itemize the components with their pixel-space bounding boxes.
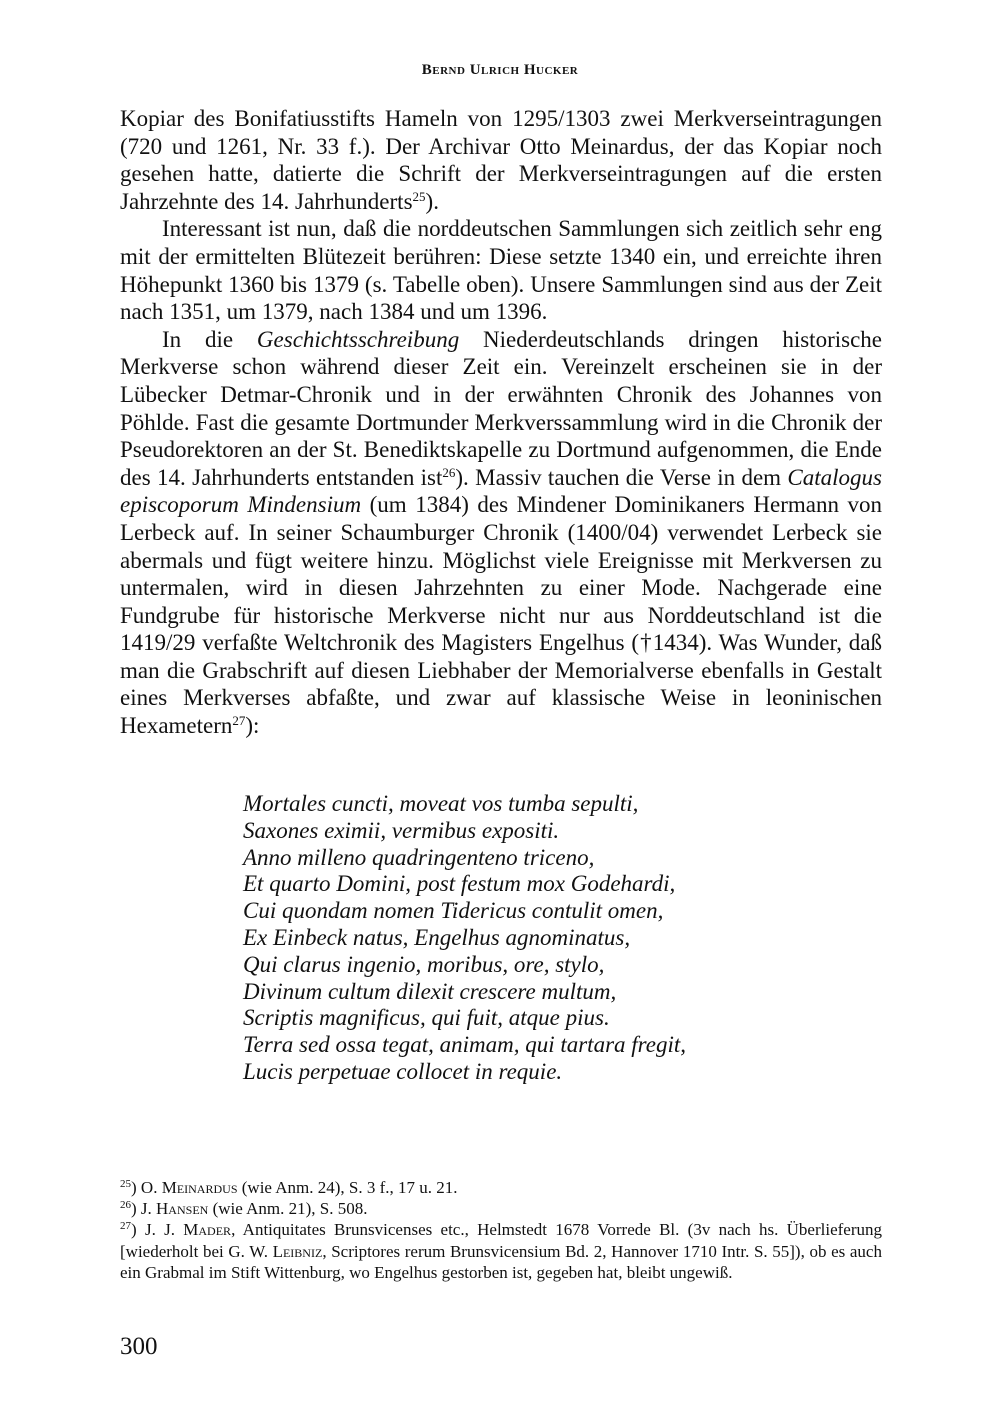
text-run: , Antiquitates Brunsvicenses etc., Helmstedt 1678 Vorrede Bl. (3v nach hs. Überlieferung [wiederholt bei G. W. xyxy=(120,1220,882,1261)
text-run: ) J. xyxy=(131,1199,157,1219)
paragraph xyxy=(120,326,882,740)
text-run: Kopiar des Bonifatiusstifts Hameln von 1295/1303 zwei Merkverseintragungen (720 und 1261, Nr. 33 f.). Der Archivar Otto Meinardus, der das Kopiar noch gesehen hatte, datierte die Schrift der Merkverseintragungen auf die ersten Jahrzehnte des 14. Jahrhunderts xyxy=(120,106,882,214)
poem-line: Scriptis magnificus, qui fuit, atque pius. xyxy=(243,1005,610,1031)
poem-line: Et quarto Domini, post festum mox Godehardi, xyxy=(243,871,676,897)
poem-line: Anno milleno quadringenteno triceno, xyxy=(243,844,595,870)
footnote-reference: 27 xyxy=(232,713,246,729)
footnote xyxy=(120,1198,882,1219)
poem-line: Lucis perpetuae collocet in requie. xyxy=(243,1058,563,1084)
author-name: Meinardus xyxy=(161,1178,238,1197)
text-run: In die xyxy=(162,326,257,352)
footnote-number: 27 xyxy=(120,1220,131,1233)
footnotes xyxy=(120,1177,882,1283)
italic-title: Catalogus episcoporum Mindensium xyxy=(120,464,882,518)
author-name: Leibniz xyxy=(272,1241,323,1261)
poem-line: Ex Einbeck natus, Engelhus agnominatus, xyxy=(243,924,631,950)
main-text xyxy=(120,105,882,740)
footnote-reference: 26 xyxy=(442,464,456,480)
running-head-author: Bernd Ulrich Hucker xyxy=(421,62,579,78)
poem-line: Terra sed ossa tegat, animam, qui tartara fregit, xyxy=(243,1032,686,1058)
text-run: ). xyxy=(425,188,439,214)
text-run: ). Massiv tauchen die Verse in dem xyxy=(455,464,788,490)
footnote-number: 25 xyxy=(120,1178,131,1190)
text-run: (wie Anm. 24), S. 3 f., 17 u. 21. xyxy=(237,1178,458,1197)
text-run: ) O. xyxy=(131,1178,162,1197)
poem-line: Divinum cultum dilexit crescere multum, xyxy=(243,978,617,1004)
footnote xyxy=(120,1177,882,1198)
text-run: Interessant ist nun, daß die norddeutschen Sammlungen sich zeitlich sehr eng mit der ermittelten Blütezeit berühren: Diese setzte 1340 ein, und erreichte ihren Höhepunkt 1360 bis 1379 (s. Tabelle oben). Unsere Sammlungen sind aus der Zeit nach 1351, um 1379, nach 1384 und um 1396. xyxy=(120,216,882,325)
text-run: ): xyxy=(245,713,260,739)
poem-line: Cui quondam nomen Tidericus contulit omen, xyxy=(243,898,664,924)
poem-line: Saxones eximii, vermibus expositi. xyxy=(243,817,560,843)
text-run: (um 1384) des Mindener Dominikaners Hermann von Lerbeck auf. In seiner Schaumburger Chronik (1400/04) verwendet Lerbeck sie abermals und fügt weitere hinzu. Möglichst viele Ereignisse mit Merkversen zu untermalen, wird in diesen Jahrzehnten zu einer Mode. Nachgerade eine Fundgrube für historische Merkverse nicht nur aus Norddeutschland ist die 1419/29 verfaßte Weltchronik des Magisters Engelhus (†1434). Was Wunder, daß man die Grabschrift auf diesen Liebhaber der Memorialverse ebenfalls in Gestalt eines Merkverses abfaßte, und zwar auf klassische Weise in leoninischen Hexametern xyxy=(120,492,883,739)
poem-line: Mortales cuncti, moveat vos tumba sepulti, xyxy=(243,791,639,816)
text-run: (wie Anm. 21), S. 508. xyxy=(208,1199,368,1219)
author-name: Hansen xyxy=(156,1199,209,1219)
author-name: Mader xyxy=(183,1220,232,1240)
paragraph xyxy=(120,105,882,215)
italic-title: Geschichtsschreibung xyxy=(256,326,460,352)
text-run: ) J. J. xyxy=(131,1220,184,1240)
footnote xyxy=(120,1219,882,1283)
text-run: , Scriptores rerum Brunsvicensium Bd. 2, Hannover 1710 Intr. S. 55]), ob es auch ein Grabmal im Stift Wittenburg, wo Engelhus gestorben ist, gegeben hat, bleibt ungewiß. xyxy=(120,1241,882,1282)
page-number: 300 xyxy=(120,1333,158,1360)
footnote-number: 26 xyxy=(120,1199,131,1212)
epitaph-poem xyxy=(243,791,863,1086)
footnote-reference: 25 xyxy=(412,188,426,204)
text-run: Niederdeutschlands dringen historische Merkverse schon während dieser Zeit ein. Vereinzelt erscheinen sie in der Lübecker Detmar-Chronik und in der erwähnten Chronik des Johannes von Pöhlde. Fast die gesamte Dortmunder Merkverssammlung wird in die Chronik der Pseudorektoren an der St. Benediktskapelle zu Dortmund aufgenommen, die Ende des 14. Jahrhunderts entstanden ist xyxy=(120,326,882,490)
paragraph xyxy=(120,215,882,325)
poem-line: Qui clarus ingenio, moribus, ore, stylo, xyxy=(243,951,605,977)
